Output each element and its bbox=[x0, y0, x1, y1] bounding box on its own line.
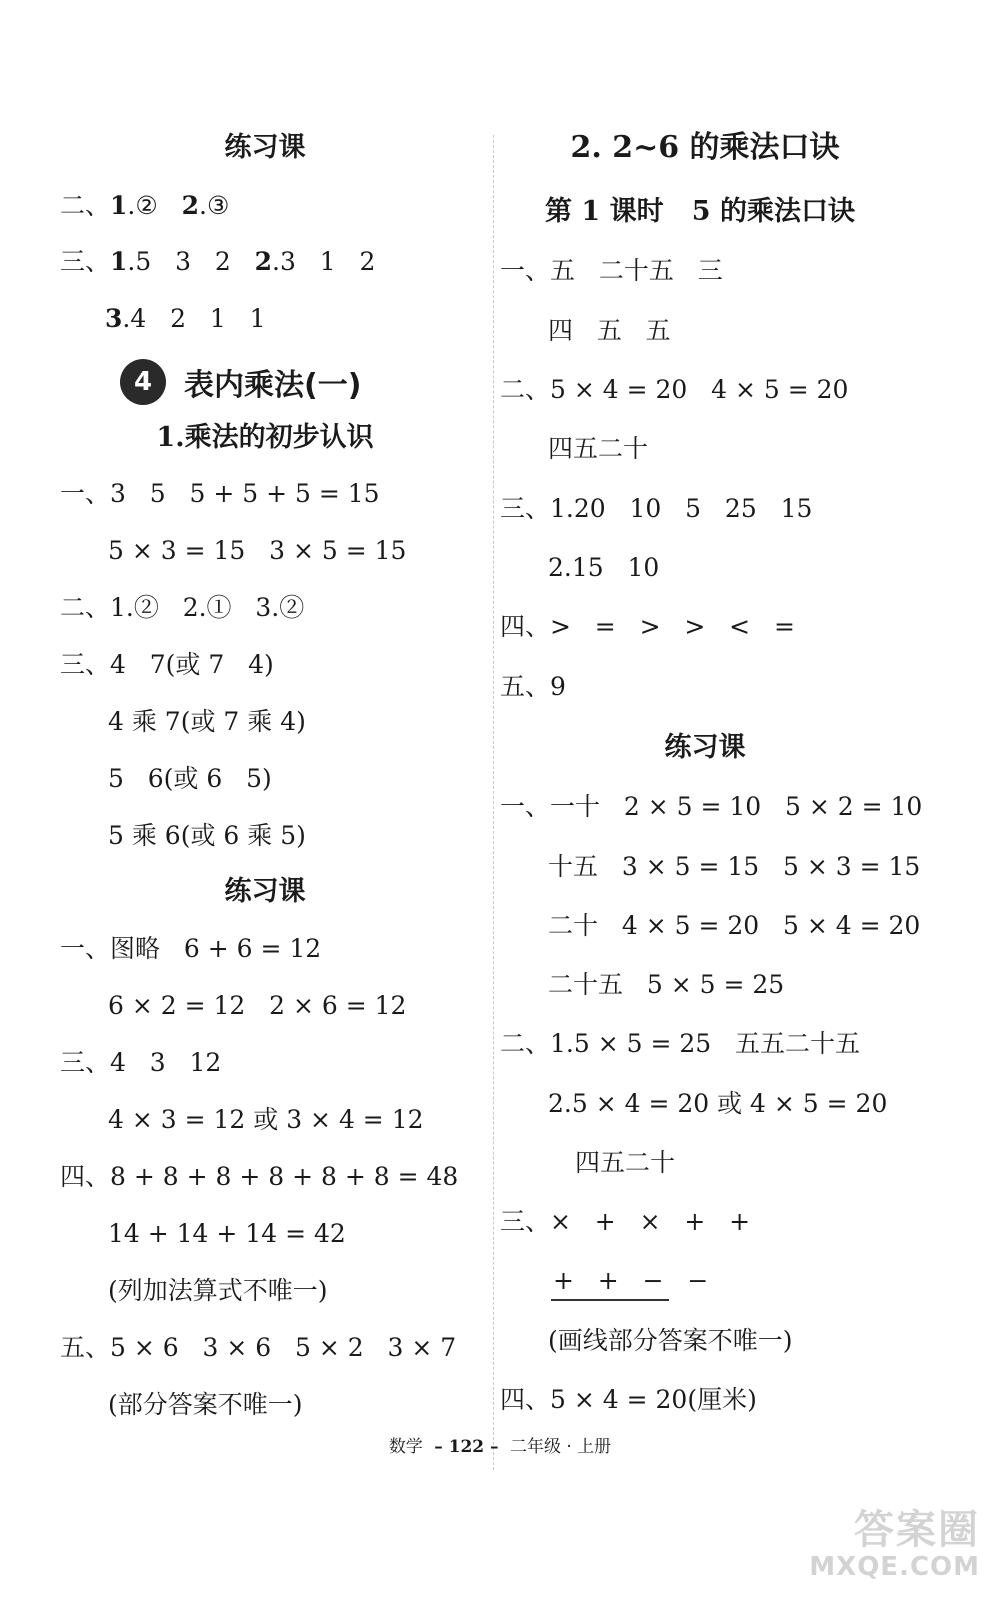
page-number: – 122 – bbox=[434, 1437, 499, 1457]
footer-subject: 数学 bbox=[388, 1437, 423, 1457]
answer-line: 二十五 5 × 5 = 25 bbox=[548, 970, 785, 999]
footer-grade: 二年级 · 上册 bbox=[509, 1437, 612, 1457]
section-title: 1.乘法的初步认识 bbox=[156, 422, 374, 453]
answer-line: 6 × 2 = 12 2 × 6 = 12 bbox=[108, 991, 407, 1020]
answer-line: 5 × 3 = 15 3 × 5 = 15 bbox=[108, 536, 407, 565]
answer-line: (列加法算式不唯一) bbox=[108, 1276, 328, 1305]
answer-line: 二、5 × 4 = 20 4 × 5 = 20 bbox=[500, 375, 849, 404]
answer-line: 四五二十 bbox=[548, 434, 649, 463]
answer-line: 4 × 3 = 12 或 3 × 4 = 12 bbox=[108, 1105, 424, 1134]
lesson-title: 第 1 课时 5 的乘法口诀 bbox=[545, 196, 855, 227]
answer-line: 四五二十 bbox=[575, 1148, 676, 1177]
answer-line: 二十 4 × 5 = 20 5 × 4 = 20 bbox=[548, 911, 921, 940]
answer-line: (部分答案不唯一) bbox=[108, 1390, 303, 1419]
answer-line: 二、1.② 2.① 3.② bbox=[60, 593, 305, 622]
answer-line: 五、5 × 6 3 × 6 5 × 2 3 × 7 bbox=[60, 1333, 457, 1362]
answer-line: 三、4 3 12 bbox=[60, 1048, 222, 1077]
answer-line: 四、8 + 8 + 8 + 8 + 8 + 8 = 48 bbox=[60, 1162, 459, 1191]
page-footer bbox=[0, 1432, 1000, 1457]
answer-line: 三、1.5 3 2 2.3 1 2 bbox=[60, 247, 376, 276]
unit-number-badge: 4 bbox=[120, 359, 166, 405]
watermark bbox=[809, 1508, 980, 1582]
answer-line: 一、3 5 5 + 5 + 5 = 15 bbox=[60, 479, 380, 508]
answer-line: 十五 3 × 5 = 15 5 × 3 = 15 bbox=[548, 852, 921, 881]
answer-line: 4 乘 7(或 7 乘 4) bbox=[108, 707, 306, 736]
unit-heading bbox=[120, 360, 361, 404]
unit-title: 表内乘法(一) bbox=[184, 368, 362, 403]
watermark-url: MXQE.COM bbox=[809, 1552, 980, 1582]
answer-line: 14 + 14 + 14 = 42 bbox=[108, 1219, 346, 1248]
answer-line: 四、> = > > < = bbox=[500, 612, 795, 641]
answer-line: 2.5 × 4 = 20 或 4 × 5 = 20 bbox=[548, 1089, 888, 1118]
answer-line: 一、五 二十五 三 bbox=[500, 256, 723, 285]
answer-line: 5 乘 6(或 6 乘 5) bbox=[108, 821, 306, 850]
answer-line: 2.15 10 bbox=[548, 553, 660, 582]
section-title: 练习课 bbox=[224, 132, 306, 163]
answer-line: 二、1.② 2.③ bbox=[60, 191, 230, 220]
answer-line: (画线部分答案不唯一) bbox=[548, 1326, 793, 1355]
section-title: 2. 2~6 的乘法口诀 bbox=[570, 130, 840, 165]
answer-line: 四 五 五 bbox=[548, 316, 671, 345]
answer-line: 5 6(或 6 5) bbox=[108, 764, 272, 793]
section-title: 练习课 bbox=[664, 732, 746, 763]
section-title: 练习课 bbox=[224, 876, 306, 907]
answer-line: 一、图略 6 + 6 = 12 bbox=[60, 934, 322, 963]
answer-line: 三、4 7(或 7 4) bbox=[60, 650, 274, 679]
column-divider bbox=[493, 135, 494, 1470]
answer-line: 五、9 bbox=[500, 672, 566, 701]
answer-line: 二、1.5 × 5 = 25 五五二十五 bbox=[500, 1029, 861, 1058]
answer-line: 3.4 2 1 1 bbox=[105, 304, 266, 333]
answer-line: + + − − bbox=[553, 1266, 709, 1295]
answer-line: 三、1.20 10 5 25 15 bbox=[500, 494, 813, 523]
answer-line: 四、5 × 4 = 20(厘米) bbox=[500, 1385, 757, 1414]
answer-line: 三、× + × + + bbox=[500, 1207, 751, 1236]
answer-line: 一、一十 2 × 5 = 10 5 × 2 = 10 bbox=[500, 792, 923, 821]
watermark-logo-text: 答案圈 bbox=[854, 1507, 980, 1553]
answer-underline bbox=[551, 1299, 669, 1301]
